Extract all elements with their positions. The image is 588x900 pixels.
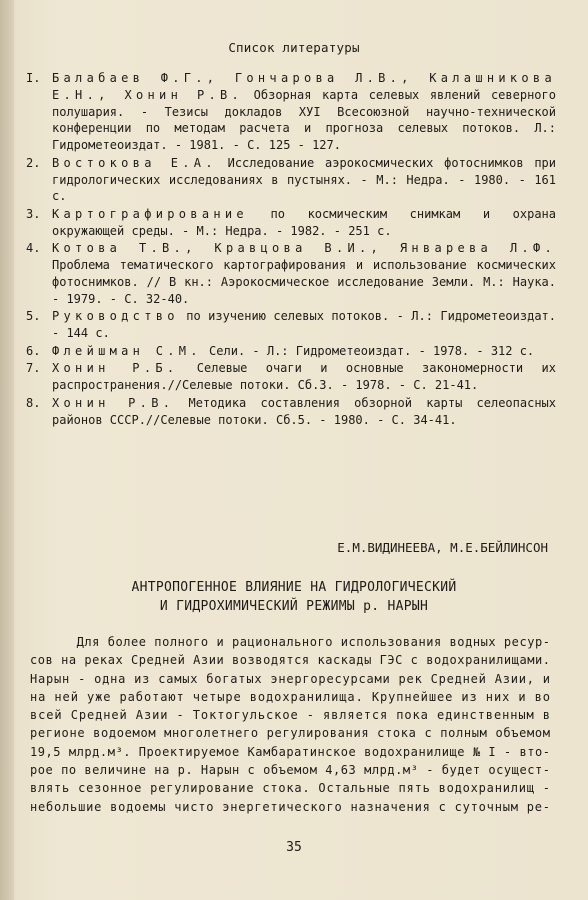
article-title-line: И ГИДРОХИМИЧЕСКИЙ РЕЖИМЫ р. НАРЫН: [159, 599, 429, 614]
reference-author: Востокова Е.А.: [52, 155, 217, 170]
reference-number: I.: [26, 71, 41, 85]
body-line: сов на реках Средней Азии возводятся каскады ГЭС с водохранилищами.: [30, 653, 551, 668]
reference-text: Исследование аэрокосмических фотоснимков при гидрологических исследованиях в пустынях. - М.: Недра. - 1980. - 161 с.: [52, 155, 556, 204]
reference-number: 5.: [26, 309, 41, 324]
references-heading: Список литературы: [228, 40, 360, 55]
reference-item: [26, 308, 556, 342]
reference-text: по космическим снимкам и охрана окружающей среды. - М.: Недра. - 1982. - 251 с.: [52, 206, 556, 238]
reference-item: [26, 240, 556, 307]
reference-author: Картографирование: [52, 206, 248, 221]
article-title-line: АНТРОПОГЕННОЕ ВЛИЯНИЕ НА ГИДРОЛОГИЧЕСКИЙ: [131, 580, 457, 595]
reference-text: Обзорная карта селевых явлений северного полушария. - Тезисы докладов ХУI Всесоюзной научно-технической конференции по методам расчета и прогноза селевых потоков. Л.: Гидрометеоиздат. - 1981. - С. 125 - 127.: [52, 87, 556, 153]
article-title: [0, 578, 588, 616]
article-authors: Е.М.ВИДИНЕЕВА, М.Е.БЕЙЛИНСОН: [337, 540, 548, 555]
reference-author: Котова Т.В., Кравцова В.И., Январева Л.Ф.: [52, 241, 556, 256]
reference-text: Методика составления обзорной карты селеопасных районов СССР.//Селевые потоки. Сб.5. - 1980. - С. 34-41.: [52, 395, 557, 427]
reference-number: 7.: [26, 361, 41, 376]
body-line: Нарын - одна из самых богатых энергоресурсами рек Средней Азии, и: [30, 671, 551, 686]
reference-number: 6.: [26, 343, 41, 358]
body-line: Для более полного и рационального использования водных ресур-: [30, 635, 551, 649]
reference-number: 4.: [26, 241, 41, 256]
reference-number: 8.: [26, 395, 41, 410]
reference-author: Флейшман С.М.: [52, 343, 202, 358]
reference-author: Хонин Р.В.: [52, 395, 175, 410]
page-spine-shadow: [0, 0, 14, 900]
reference-author: Руководство: [52, 309, 179, 324]
reference-item: [26, 360, 556, 394]
reference-author: Балабаев Ф.Г., Гончарова Л.В., Калашникова Е.Н., Хонин Р.В.: [52, 71, 556, 102]
body-line: рое по величине на р. Нарын с объемом 4,63 млрд.м³ - будет осущест-: [30, 763, 551, 778]
reference-number: 2.: [26, 155, 41, 170]
reference-item: [26, 155, 556, 205]
page-number: 35: [286, 840, 302, 855]
article-body: [30, 633, 550, 816]
references-list: [26, 70, 556, 429]
reference-item: [26, 343, 556, 360]
reference-author: Хонин Р.Б.: [52, 361, 179, 376]
reference-text: Сели. - Л.: Гидрометеоиздат. - 1978. - 312 с.: [201, 343, 535, 358]
body-line: всей Средней Азии - Токтогульское - является пока единственным в: [30, 708, 551, 723]
reference-number: 3.: [26, 206, 41, 221]
body-line: регионе водоемом многолетнего регулирования стока с полным объемом: [30, 726, 551, 741]
reference-item: [26, 70, 556, 154]
body-line: 19,5 млрд.м³. Проектируемое Камбаратинское водохранилище № I - вто-: [30, 744, 551, 759]
reference-item: [26, 395, 556, 429]
reference-text: по изучению селевых потоков. - Л.: Гидрометеоиздат. - 144 с.: [52, 309, 556, 341]
body-line: на ней уже работают четыре водохранилища. Крупнейшее из них и во: [30, 689, 551, 704]
body-line: небольшие водоемы чисто энергетического назначения с суточным ре-: [30, 799, 551, 814]
reference-text: Проблема тематического картографирования и использование космических фотоснимков. // В кн.: Аэрокосмическое исследование Земли. М.: Наука. - 1979. - С. 32-40.: [52, 258, 556, 306]
reference-text: Селевые очаги и основные закономерности их распространения.//Селевые потоки. Сб.3. - 1978. - С. 21-41.: [52, 361, 556, 393]
body-line: влять сезонное регулирование стока. Остальные пять водохранилищ -: [30, 781, 551, 796]
reference-item: [26, 206, 556, 240]
